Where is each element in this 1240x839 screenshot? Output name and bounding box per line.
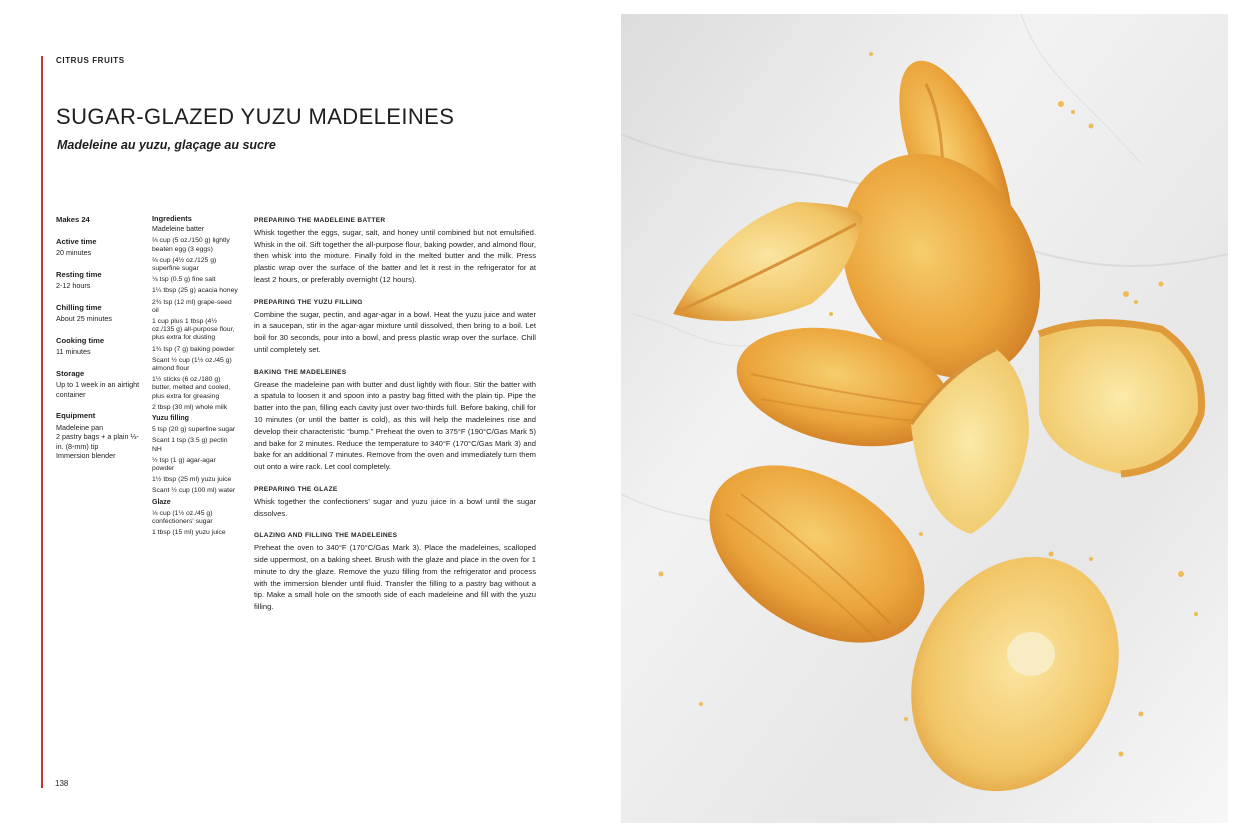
ingredient-item: 5 tsp (20 g) superfine sugar [152, 426, 236, 434]
meta-label: Storage [56, 368, 85, 378]
meta-yield [56, 215, 144, 225]
recipe-meta [56, 215, 144, 473]
ingredient-group-name: Glaze [152, 498, 171, 506]
section-label: CITRUS FRUITS [56, 56, 125, 65]
meta-label: Chilling time [56, 302, 102, 312]
ingredient-item: ⅔ cup (4½ oz./125 g) superfine sugar [152, 256, 217, 273]
ingredient-item: Scant ½ cup (1½ oz./45 g) almond flour [152, 356, 232, 373]
meta-label: Makes 24 [56, 215, 90, 224]
meta-label: Active time [56, 236, 97, 246]
step-text: Whisk together the eggs, sugar, salt, and honey until combined but not emulsified. Whisk in the oil. Sift together the all-purpose flour, baking powder, and almond flour, then whisk into the mixture. Finally fold in the melted butter and the milk. Press plastic wrap over the surface of the batter and let it rest in the refrigerator for at least 2 hours, or preferably overnight (12 hours). [254, 227, 536, 284]
ingredient-item: 1½ tbsp (25 ml) yuzu juice [152, 476, 232, 484]
meta-value: Up to 1 week in an airtight container [56, 380, 140, 399]
accent-rule [41, 56, 43, 788]
recipe-subtitle: Madeleine au yuzu, glaçage au sucre [57, 138, 276, 152]
ingredient-item: Scant 1 tsp (3.5 g) pectin NH [152, 437, 228, 453]
meta-storage [56, 369, 144, 400]
step-text: Preheat the oven to 340°F (170°C/Gas Mark 3). Place the madeleines, scalloped side uppermost, on a baking sheet. Brush with the glaze and place in the oven for 1 minute to dry the glaze. Remove the yuzu filling from the refrigerator and process with the immersion blender until fluid. Transfer the filling to a pastry bag without a tip. Make a small hole on the smooth side of each madeleine and fill with the yuzu filling. [254, 543, 536, 612]
meta-value: About 25 minutes [56, 314, 112, 323]
ingredient-item: 1½ sticks (6 oz./180 g) butter, melted and cooled, plus extra for greasing [152, 376, 231, 400]
ingredient-groups [152, 226, 238, 537]
meta-chilling-time [56, 303, 144, 324]
meta-value: 20 minutes [56, 248, 92, 257]
step-title: GLAZING AND FILLING THE MADELEINES [254, 532, 398, 540]
meta-label: Resting time [56, 269, 102, 279]
ingredient-item: 1¾ tsp (7 g) baking powder [152, 345, 235, 353]
step-title: PREPARING THE MADELEINE BATTER [254, 217, 386, 224]
ingredient-item: ⅛ tsp (0.5 g) fine salt [152, 276, 216, 284]
ingredient-item: 1 tbsp (15 ml) yuzu juice [152, 529, 226, 537]
ingredient-item: 2¾ tsp (12 ml) grape-seed oil [152, 298, 232, 314]
step-text: Combine the sugar, pectin, and agar-agar in a bowl. Heat the yuzu juice and water in a saucepan, stir in the agar-agar mixture until dissolved, then bring to a boil. Let boil for 30 seconds, pour into a bowl, and press plastic wrap over the surface. Chill until completely set. [254, 309, 536, 354]
ingredients-list [152, 215, 238, 541]
meta-value: 11 minutes [56, 347, 91, 356]
photo-illustration [621, 14, 1228, 823]
ingredient-item: ½ tsp (1 g) agar-agar powder [152, 456, 216, 473]
meta-equipment [56, 411, 144, 461]
step-title: PREPARING THE GLAZE [254, 485, 338, 493]
recipe-title: SUGAR-GLAZED YUZU MADELEINES [56, 104, 455, 129]
meta-resting-time [56, 270, 144, 291]
ingredient-group-name: Madeleine batter [152, 226, 205, 234]
meta-value: Madeleine pan 2 pastry bags + a plain ⅓-in. (8-mm) tip Immersion blender [56, 422, 139, 460]
page-number: 138 [55, 779, 69, 788]
ingredient-group-name: Yuzu filling [152, 415, 189, 423]
ingredient-item: Scant ½ cup (100 ml) water [152, 487, 236, 495]
method-steps [254, 215, 536, 613]
madeleines-photo [621, 14, 1228, 823]
step-text: Whisk together the confectioners' sugar and yuzu juice in a bowl until the sugar dissolves. [254, 496, 536, 518]
meta-value: 2-12 hours [56, 281, 91, 290]
meta-active-time [56, 237, 144, 258]
ingredient-item: ⅓ cup (1½ oz./45 g) confectioners' sugar [152, 509, 213, 526]
meta-cooking-time [56, 336, 144, 357]
ingredients-heading: Ingredients [152, 214, 192, 223]
ingredient-item: 2 tbsp (30 ml) whole milk [152, 403, 228, 411]
ingredient-item: 1¼ tbsp (25 g) acacia honey [152, 287, 238, 295]
ingredient-item: ⅔ cup (5 oz./150 g) lightly beaten egg (3 eggs) [152, 237, 230, 253]
meta-label: Equipment [56, 411, 96, 420]
step-title: BAKING THE MADELEINES [254, 368, 347, 376]
ingredient-item: 1 cup plus 1 tbsp (4½ oz./135 g) all-purpose flour, plus extra for dusting [152, 318, 235, 342]
step-title: PREPARING THE YUZU FILLING [254, 298, 363, 306]
meta-label: Cooking time [56, 335, 105, 345]
step-text: Grease the madeleine pan with butter and dust lightly with flour. Stir the batter with a spatula to loosen it and spoon into a pastry bag fitted with the plain tip. Pipe the batter into the pan, filling each cavity just over two-thirds full. Before baking, chill for 10 minutes (or until the batter is cold), as this will help the madeleines rise and develop their characteristic “bump.” Preheat the oven to 375°F (190°C/Gas Mark 5) and bake for 2 minutes. Reduce the temperature to 340°F (170°C/Gas Mark 3) and bake for an additional 7 minutes. Remove from the oven and immediately turn them out onto a wire rack. Let cool completely. [254, 379, 536, 472]
